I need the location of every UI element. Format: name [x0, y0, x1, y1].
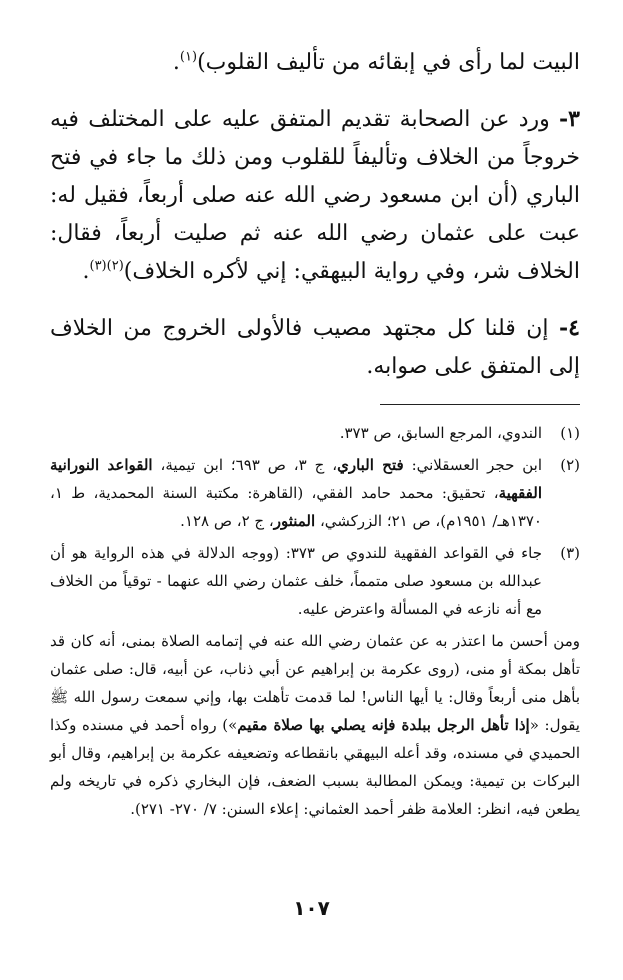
footnote-3-part: جاء في القواعد الفقهية للندوي ص ٣٧٣: (ووجه الدلالة في هذه الرواية هو أن عبدالله بن مسعود صلى متمماً، خلف عثمان رضي الله عنهما - توقياً من الخلاف مع أنه نازعه في المسألة واعترض عليه. [50, 544, 542, 618]
footnote-1-part: الندوي، المرجع السابق، ص ٣٧٣. [339, 424, 542, 442]
footnote-3 [50, 539, 580, 623]
footnote-separator [380, 404, 580, 405]
main-text [50, 44, 580, 386]
footnote-1-number: (١) [560, 424, 580, 442]
paragraph-2 [50, 100, 580, 291]
footnote-2 [50, 451, 580, 535]
page-number: ١٠٧ [293, 896, 330, 920]
continuation-part: ومن أحسن ما اعتذر به عن عثمان رضي الله عنه في إتمامه الصلاة بمنى، أنه كان قد تأهل بمكة أو منى، (روى عكرمة بن إبراهيم عن أبي ذناب، عن أبيه، قال: صلى عثمان بأهل منى أربعاً وقال: يا أيها الناس! لما قدمت تأهلت بها، وإني سمعت رسول الله ﷺ يقول: « [50, 632, 580, 734]
paragraph-2-text: ورد عن الصحابة تقديم المتفق عليه على المختلف فيه خروجاً من الخلاف وتأليفاً للقلوب ومن ذلك ما جاء في فتح الباري (أن ابن مسعود رضي الله عنه صلى أربعاً، فقيل له: عبت على عثمان رضي الله عنه ثم صليت أربعاً، فقال: الخلاف شر، وفي رواية البيهقي: إني لأكره الخلاف) [50, 107, 580, 284]
continuation-part: ») رواه أحمد في مسنده وكذا الحميدي في مسنده، وقد أعله البيهقي بانقطاعه وتضعيفه عكرمة بن إبراهيم، وقال أبو البركات بن تيمية: ويمكن المطالبة بسبب الضعف، فإن البخاري ذكره في تاريخه ولم يطعن فيه، انظر: العلامة ظفر أحمد العثماني: إعلاء السنن: ٧/ ٢٧٠- ٢٧١). [50, 716, 580, 818]
paragraph-3-text: إن قلنا كل مجتهد مصيب فالأولى الخروج من الخلاف إلى المتفق على صوابه. [50, 316, 580, 379]
footnote-2-part: ، ج ٢، ص ١٢٨. [180, 512, 274, 530]
footnote-2-book-title: القواعد النورانية الفقهية [50, 456, 542, 502]
paragraph-3-number: ٤- [559, 315, 580, 341]
footnote-2-book-title: المنثور [273, 512, 316, 530]
footnote-1 [50, 419, 580, 447]
footnotes [50, 419, 580, 823]
paragraph-2-number: ٣- [559, 106, 580, 132]
footnote-ref-2-3: (٢)(٣) [89, 258, 124, 274]
paragraph-1-text: البيت لما رأى في إبقائه من تأليف القلوب) [197, 50, 580, 75]
paragraph-1 [50, 44, 580, 82]
footnote-2-number: (٢) [560, 456, 580, 474]
footnote-2-part: ابن حجر العسقلاني: [403, 456, 543, 474]
paragraph-3 [50, 309, 580, 386]
footnote-1-text [50, 419, 542, 447]
footnote-ref-1: (١) [179, 49, 198, 65]
paragraph-2-end: . [82, 259, 90, 284]
footnote-3-number: (٣) [560, 544, 580, 562]
footnote-2-part: ، ج ٣، ص ٦٩٣؛ ابن تيمية، [152, 456, 338, 474]
paragraph-1-end: . [172, 50, 180, 75]
footnote-2-part: ، تحقيق: محمد حامد الفقي، (القاهرة: مكتبة السنة المحمدية، ط ١، ١٣٧٠هـ/ ١٩٥١م)، ص ٢١؛ الزركشي، [50, 484, 542, 530]
footnote-2-text [50, 451, 542, 535]
page-content [50, 44, 580, 825]
hadith-quote: إذا تأهل الرجل ببلدة فإنه يصلي بها صلاة مقيم [237, 716, 530, 734]
footnote-3-continuation-text [50, 627, 580, 823]
footnote-3-text [50, 539, 542, 623]
footnote-2-book-title: فتح الباري [337, 456, 404, 474]
footnote-3-continuation [50, 627, 580, 823]
